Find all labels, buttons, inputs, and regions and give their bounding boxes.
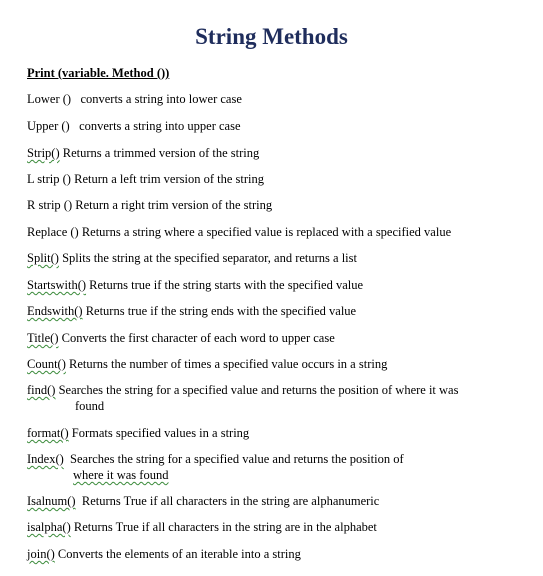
method-item-rstrip (27, 197, 527, 213)
method-description: Searches the string for a specified value and returns the position of (70, 452, 404, 466)
method-item-join (27, 546, 527, 562)
method-description: Returns true if the string ends with the specified value (85, 304, 357, 318)
method-item-startswith (27, 277, 527, 293)
method-description: Returns the number of times a specified value occurs in a string (69, 357, 388, 371)
method-name: Lower () (27, 92, 72, 106)
method-item-endswith (27, 303, 527, 319)
method-description-continuation (27, 467, 527, 483)
method-name: Index() (27, 452, 64, 466)
method-name: format() (27, 426, 69, 440)
method-description: Returns True if all characters in the string are in the alphabet (73, 520, 377, 534)
method-item-format (27, 425, 527, 441)
method-item-upper (27, 118, 527, 134)
method-item-find (27, 382, 527, 414)
method-item-split (27, 250, 527, 266)
method-item-strip (27, 145, 527, 161)
method-name: find() (27, 383, 56, 397)
method-name: isalpha() (27, 520, 71, 534)
method-item-index (27, 451, 527, 483)
method-name: Upper () (27, 119, 70, 133)
method-description: Converts the first character of each word to upper case (61, 331, 335, 345)
method-item-replace (27, 224, 527, 240)
method-description: Converts the elements of an iterable into a string (57, 547, 301, 561)
method-item-count (27, 356, 527, 372)
method-description: Returns true if the string starts with the specified value (89, 278, 364, 292)
method-name: Title() (27, 331, 59, 345)
method-item-lower (27, 91, 527, 107)
page-title: String Methods (195, 24, 348, 49)
syntax-subheading: Print (variable. Method ()) (27, 66, 170, 80)
method-description: Return a left trim version of the string (74, 172, 264, 186)
method-name: Split() (27, 251, 59, 265)
method-description: Returns a trimmed version of the string (62, 146, 260, 160)
method-name: Count() (27, 357, 66, 371)
method-name: Isalnum() (27, 494, 76, 508)
method-name: Endswith() (27, 304, 83, 318)
method-description-continuation: found (75, 399, 105, 413)
method-description: Returns True if all characters in the string are alphanumeric (81, 494, 380, 508)
method-description: Returns a string where a specified value is replaced with a specified value (81, 225, 452, 239)
method-name: R strip () (27, 198, 73, 212)
method-item-lstrip (27, 171, 527, 187)
method-name: L strip () (27, 172, 71, 186)
method-item-isalnum (27, 493, 527, 509)
method-name: Strip() (27, 146, 60, 160)
method-description: converts a string into lower case (80, 92, 242, 106)
method-name: Startswith() (27, 278, 87, 292)
method-description: Searches the string for a specified value and returns the position of where it was (58, 383, 459, 397)
method-description-continuation-text: where it was found (73, 468, 169, 482)
method-item-isalpha (27, 519, 527, 535)
method-name: join() (27, 547, 55, 561)
method-item-title (27, 330, 527, 346)
method-description: converts a string into upper case (79, 119, 241, 133)
method-description: Formats specified values in a string (71, 426, 250, 440)
method-name: Replace () (27, 225, 79, 239)
method-description: Splits the string at the specified separator, and returns a list (62, 251, 357, 265)
method-description: Return a right trim version of the string (75, 198, 273, 212)
